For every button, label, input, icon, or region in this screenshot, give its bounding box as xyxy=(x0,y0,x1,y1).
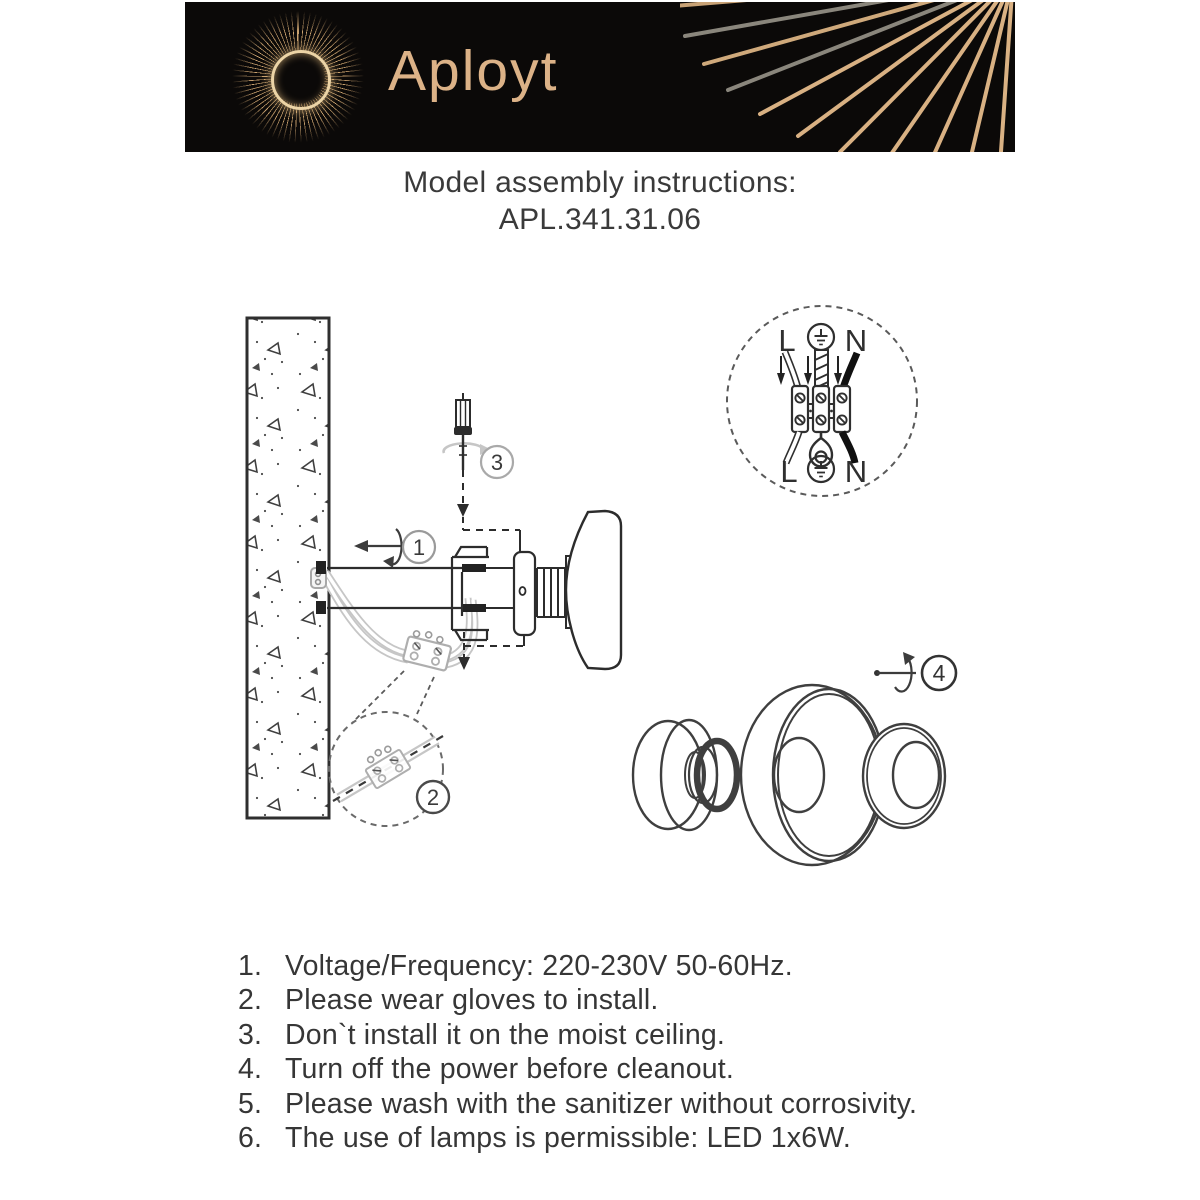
earth-ground-icon-top xyxy=(808,324,834,350)
wiring-label-neutral-top: N xyxy=(844,323,868,358)
wiring-label-live-bottom: L xyxy=(780,454,798,489)
terminal-block xyxy=(792,386,850,432)
wiring-label-live-top: L xyxy=(778,323,796,358)
lamp-shade-side xyxy=(566,511,621,669)
list-item-number: 4. xyxy=(238,1053,263,1086)
canopy xyxy=(514,552,535,635)
list-item-number: 3. xyxy=(238,1018,263,1051)
list-item xyxy=(238,1121,1138,1155)
callout-2-badge xyxy=(417,781,449,813)
list-item-text: Please wear gloves to install. xyxy=(285,984,659,1017)
list-item-number: 5. xyxy=(238,1087,263,1120)
rotate-icon-1 xyxy=(354,529,404,568)
fixing-screw xyxy=(444,393,490,530)
list-item-text: Please wash with the sanitizer without corrosivity. xyxy=(285,1087,918,1120)
wiring-label-neutral-bottom: N xyxy=(844,454,868,489)
callout-1-badge xyxy=(403,531,435,563)
list-item xyxy=(238,1087,1138,1121)
list-item-text: The use of lamps is permissible: LED 1x6W. xyxy=(285,1122,851,1155)
trim-ring-outer xyxy=(863,724,945,828)
rotate-icon-4 xyxy=(874,652,916,692)
callout-4-number: 4 xyxy=(932,660,946,686)
list-item-text: Don`t install it on the moist ceiling. xyxy=(285,1018,726,1051)
list-item-text: Turn off the power before cleanout. xyxy=(285,1053,735,1086)
instruction-list xyxy=(238,949,1138,1155)
list-item-number: 6. xyxy=(238,1122,263,1155)
callout-3-badge xyxy=(481,446,513,478)
model-number: APL.341.31.06 xyxy=(498,203,702,236)
callout-4-badge xyxy=(922,656,956,690)
list-item xyxy=(238,1018,1138,1052)
wiring-diagram xyxy=(727,306,917,496)
list-item-number: 2. xyxy=(238,984,263,1017)
list-item xyxy=(238,1052,1138,1086)
brand-logo-text: Aployt xyxy=(388,39,559,103)
wire-terminal xyxy=(403,627,454,671)
mounting-wires xyxy=(311,568,475,723)
exploded-view xyxy=(633,685,945,865)
list-item-text: Voltage/Frequency: 220-230V 50-60Hz. xyxy=(285,950,793,982)
callout-2-number: 2 xyxy=(426,785,440,810)
callout-3-number: 3 xyxy=(490,450,504,475)
callout-1-number: 1 xyxy=(412,535,426,560)
list-item-number: 1. xyxy=(238,950,263,982)
list-item xyxy=(238,983,1138,1017)
page-title: Model assembly instructions: xyxy=(403,166,797,199)
list-item xyxy=(238,949,1138,983)
